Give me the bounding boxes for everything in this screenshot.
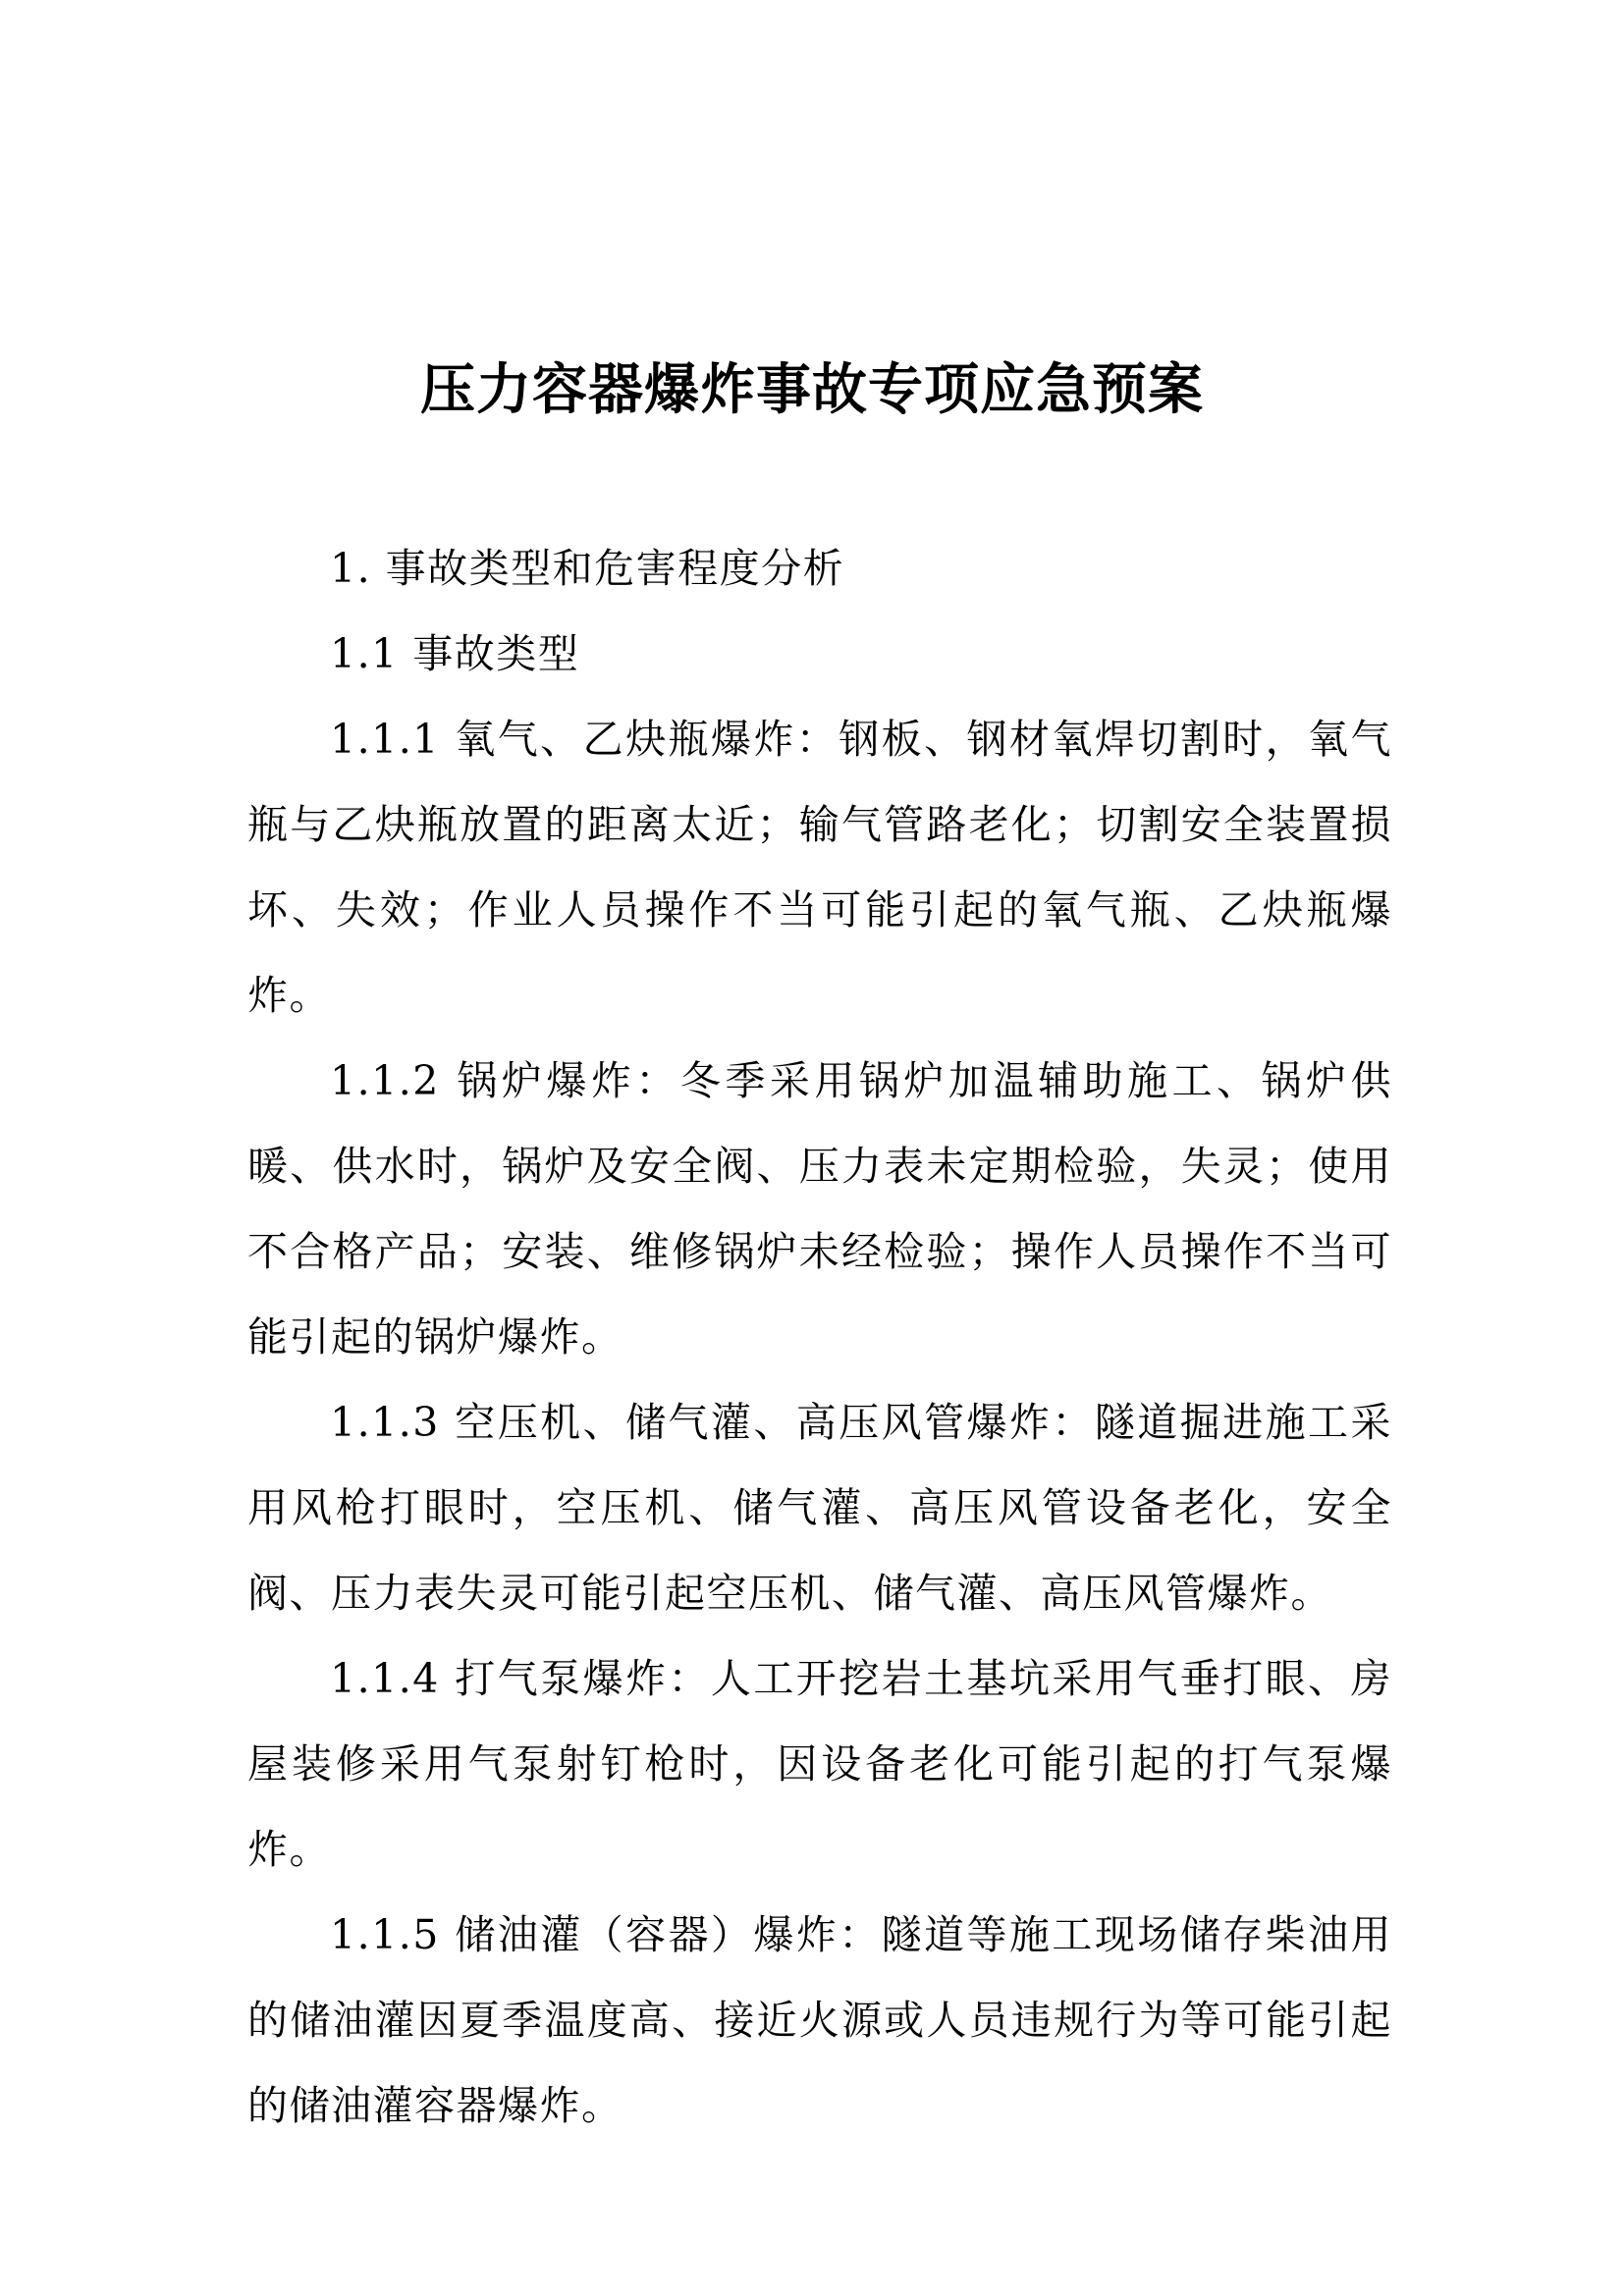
paragraph-boiler-explosion: 1.1.2 锅炉爆炸：冬季采用锅炉加温辅助施工、锅炉供暖、供水时，锅炉及安全阀、压力表未定期检验，失灵；使用不合格产品；安装、维修锅炉未经检验；操作人员操作不当可能引起的锅炉爆炸。 [247,1057,1392,1361]
paragraph-oil-tank-explosion: 1.1.5 储油灌（容器）爆炸：隧道等施工现场储存柴油用的储油灌因夏季温度高、接近火源或人员违规行为等可能引起的储油灌容器爆炸。 [247,1911,1392,2129]
section-heading-1: 1. 事故类型和危害程度分析 [330,545,845,592]
document-title: 压力容器爆炸事故专项应急预案 [420,358,1204,422]
document-body [247,526,1392,2149]
section-heading-1-1: 1.1 事故类型 [330,630,580,677]
paragraph-oxygen-acetylene-explosion: 1.1.1 氧气、乙炔瓶爆炸：钢板、钢材氧焊切割时，氧气瓶与乙炔瓶放置的距离太近；输气管路老化；切割安全装置损坏、失效；作业人员操作不当可能引起的氧气瓶、乙炔瓶爆炸。 [247,716,1392,1019]
paragraph-air-compressor-explosion: 1.1.3 空压机、储气灌、高压风管爆炸：隧道掘进施工采用风枪打眼时，空压机、储气灌、高压风管设备老化，安全阀、压力表失灵可能引起空压机、储气灌、高压风管爆炸。 [247,1399,1392,1617]
paragraph-air-pump-explosion: 1.1.4 打气泵爆炸：人工开挖岩土基坑采用气垂打眼、房屋装修采用气泵射钉枪时，因设备老化可能引起的打气泵爆炸。 [247,1655,1392,1873]
